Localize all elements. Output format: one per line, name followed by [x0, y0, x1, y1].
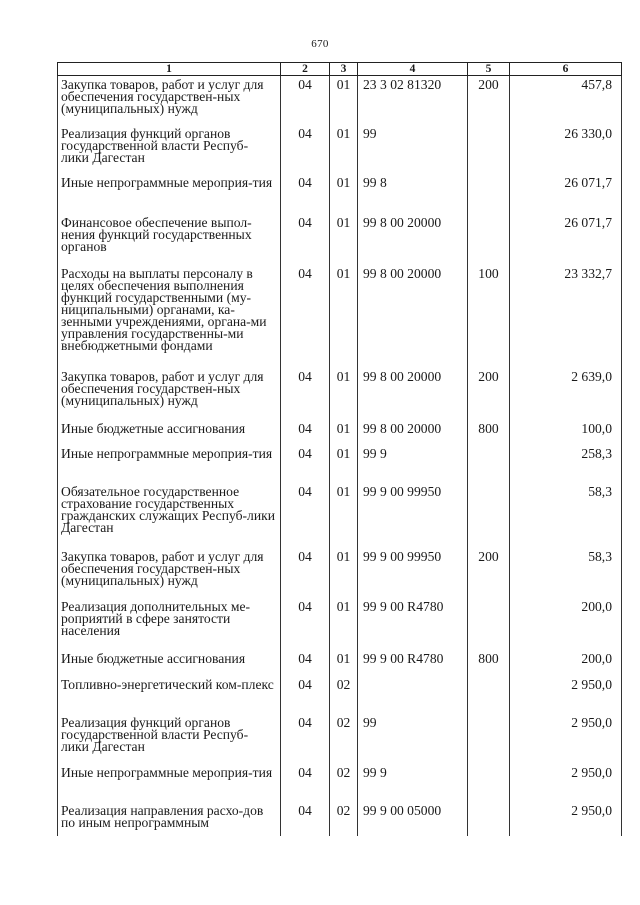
- amount-cell: 26 071,7: [510, 214, 622, 265]
- table-row: [58, 714, 622, 764]
- column-header-3: 3: [330, 63, 358, 76]
- row-name: Реализация функций органов государственной власти Респуб-лики Дагестан: [61, 714, 249, 754]
- subsection-code-cell: 01: [330, 445, 358, 483]
- section-code-cell: 04: [281, 802, 330, 836]
- expense-type-cell: [468, 802, 510, 836]
- expense-type-cell: 100: [468, 265, 510, 368]
- row-name: Реализация дополнительных ме-роприятий в сфере занятости населения: [61, 598, 251, 638]
- subsection-code-cell: 02: [330, 714, 358, 764]
- section-code-cell: 04: [281, 714, 330, 764]
- table-row: [58, 76, 622, 125]
- table-row: [58, 125, 622, 174]
- expense-type-cell: 200: [468, 76, 510, 125]
- amount-cell: 58,3: [510, 483, 622, 548]
- subsection-code-cell: 01: [330, 174, 358, 214]
- row-name-cell: [58, 214, 281, 265]
- subsection-code-cell: 02: [330, 764, 358, 802]
- expense-type-cell: 800: [468, 420, 510, 445]
- section-code-cell: 04: [281, 548, 330, 598]
- section-code-cell: 04: [281, 265, 330, 368]
- target-article-cell: 99 8 00 20000: [358, 214, 468, 265]
- target-article-cell: 99 9 00 R4780: [358, 650, 468, 676]
- expense-type-cell: [468, 676, 510, 714]
- amount-cell: 26 071,7: [510, 174, 622, 214]
- row-name-cell: [58, 368, 281, 420]
- expense-type-cell: [468, 174, 510, 214]
- table-row: [58, 445, 622, 483]
- subsection-code-cell: 01: [330, 368, 358, 420]
- target-article-cell: 99 9 00 99950: [358, 483, 468, 548]
- column-header-6: 6: [510, 63, 622, 76]
- row-name: Реализация функций органов государственной власти Респуб-лики Дагестан: [61, 125, 249, 165]
- section-code-cell: 04: [281, 764, 330, 802]
- row-name: Иные бюджетные ассигнования: [61, 650, 246, 666]
- amount-cell: 258,3: [510, 445, 622, 483]
- target-article-cell: 99 9: [358, 445, 468, 483]
- subsection-code-cell: 02: [330, 676, 358, 714]
- row-name: Иные непрограммные мероприя-тия: [61, 764, 273, 780]
- row-name: Иные непрограммные мероприя-тия: [61, 445, 273, 461]
- table-row: [58, 265, 622, 368]
- subsection-code-cell: 01: [330, 125, 358, 174]
- amount-cell: 23 332,7: [510, 265, 622, 368]
- amount-cell: 100,0: [510, 420, 622, 445]
- row-name: Закупка товаров, работ и услуг для обеспечения государствен-ных (муниципальных) нужд: [61, 368, 264, 408]
- header-row: [58, 63, 622, 76]
- row-name: Иные бюджетные ассигнования: [61, 420, 246, 436]
- row-name: Реализация направления расхо-дов по иным непрограммным: [61, 802, 264, 830]
- subsection-code-cell: 01: [330, 483, 358, 548]
- column-header-5: 5: [468, 63, 510, 76]
- section-code-cell: 04: [281, 368, 330, 420]
- row-name: Финансовое обеспечение выпол-нения функций государственных органов: [61, 214, 252, 254]
- target-article-cell: 99 9 00 05000: [358, 802, 468, 836]
- table-row: [58, 548, 622, 598]
- row-name-cell: [58, 802, 281, 836]
- row-name-cell: [58, 174, 281, 214]
- amount-cell: 2 639,0: [510, 368, 622, 420]
- row-name-cell: [58, 714, 281, 764]
- table-row: [58, 420, 622, 445]
- target-article-cell: 23 3 02 81320: [358, 76, 468, 125]
- table-row: [58, 598, 622, 650]
- amount-cell: 58,3: [510, 548, 622, 598]
- amount-cell: 2 950,0: [510, 802, 622, 836]
- row-name-cell: [58, 650, 281, 676]
- expense-type-cell: [468, 125, 510, 174]
- row-name: Расходы на выплаты персоналу в целях обеспечения выполнения функций государственными (му-ниципальными) органами, ка-зенными учреждениями, органа-ми управления государственны-ми внебюджетными фондами: [61, 265, 267, 353]
- table-row: [58, 676, 622, 714]
- section-code-cell: 04: [281, 174, 330, 214]
- expense-type-cell: [468, 483, 510, 548]
- expense-type-cell: [468, 445, 510, 483]
- section-code-cell: 04: [281, 598, 330, 650]
- table-header: [58, 63, 622, 76]
- section-code-cell: 04: [281, 445, 330, 483]
- subsection-code-cell: 01: [330, 420, 358, 445]
- section-code-cell: 04: [281, 483, 330, 548]
- target-article-cell: 99 8 00 20000: [358, 420, 468, 445]
- amount-cell: 26 330,0: [510, 125, 622, 174]
- row-name-cell: [58, 483, 281, 548]
- amount-cell: 200,0: [510, 650, 622, 676]
- subsection-code-cell: 01: [330, 76, 358, 125]
- target-article-cell: 99 8: [358, 174, 468, 214]
- section-code-cell: 04: [281, 125, 330, 174]
- row-name-cell: [58, 676, 281, 714]
- target-article-cell: 99 9 00 R4780: [358, 598, 468, 650]
- expense-type-cell: 800: [468, 650, 510, 676]
- target-article-cell: 99 9: [358, 764, 468, 802]
- subsection-code-cell: 01: [330, 548, 358, 598]
- row-name-cell: [58, 420, 281, 445]
- target-article-cell: 99: [358, 714, 468, 764]
- column-header-1: 1: [58, 63, 281, 76]
- row-name-cell: [58, 598, 281, 650]
- column-header-2: 2: [281, 63, 330, 76]
- table-row: [58, 802, 622, 836]
- column-header-4: 4: [358, 63, 468, 76]
- table-row: [58, 174, 622, 214]
- table-row: [58, 214, 622, 265]
- section-code-cell: 04: [281, 214, 330, 265]
- row-name-cell: [58, 76, 281, 125]
- row-name-cell: [58, 445, 281, 483]
- row-name-cell: [58, 265, 281, 368]
- page-number: 670: [311, 38, 329, 50]
- subsection-code-cell: 01: [330, 650, 358, 676]
- table-row: [58, 650, 622, 676]
- target-article-cell: 99: [358, 125, 468, 174]
- section-code-cell: 04: [281, 676, 330, 714]
- target-article-cell: 99 8 00 20000: [358, 265, 468, 368]
- row-name: Закупка товаров, работ и услуг для обеспечения государствен-ных (муниципальных) нужд: [61, 77, 264, 116]
- budget-table: [57, 62, 622, 836]
- row-name-cell: [58, 548, 281, 598]
- amount-cell: 2 950,0: [510, 676, 622, 714]
- row-name-cell: [58, 125, 281, 174]
- section-code-cell: 04: [281, 420, 330, 445]
- row-name: Обязательное государственное страхование государственных гражданских служащих Респуб-лики Дагестан: [61, 483, 275, 535]
- subsection-code-cell: 02: [330, 802, 358, 836]
- subsection-code-cell: 01: [330, 265, 358, 368]
- section-code-cell: 04: [281, 650, 330, 676]
- target-article-cell: 99 8 00 20000: [358, 368, 468, 420]
- row-name: Закупка товаров, работ и услуг для обеспечения государствен-ных (муниципальных) нужд: [61, 548, 264, 588]
- target-article-cell: [358, 676, 468, 714]
- table-row: [58, 764, 622, 802]
- target-article-cell: 99 9 00 99950: [358, 548, 468, 598]
- row-name-cell: [58, 764, 281, 802]
- expense-type-cell: [468, 598, 510, 650]
- expense-type-cell: [468, 214, 510, 265]
- table-body: [58, 76, 622, 836]
- row-name: Иные непрограммные мероприя-тия: [61, 174, 273, 190]
- amount-cell: 2 950,0: [510, 714, 622, 764]
- row-name: Топливно-энергетический ком-плекс: [61, 676, 274, 692]
- section-code-cell: 04: [281, 76, 330, 125]
- expense-type-cell: [468, 714, 510, 764]
- subsection-code-cell: 01: [330, 214, 358, 265]
- amount-cell: 457,8: [510, 76, 622, 125]
- table-row: [58, 483, 622, 548]
- amount-cell: 200,0: [510, 598, 622, 650]
- amount-cell: 2 950,0: [510, 764, 622, 802]
- expense-type-cell: 200: [468, 548, 510, 598]
- table-row: [58, 368, 622, 420]
- subsection-code-cell: 01: [330, 598, 358, 650]
- expense-type-cell: [468, 764, 510, 802]
- expense-type-cell: 200: [468, 368, 510, 420]
